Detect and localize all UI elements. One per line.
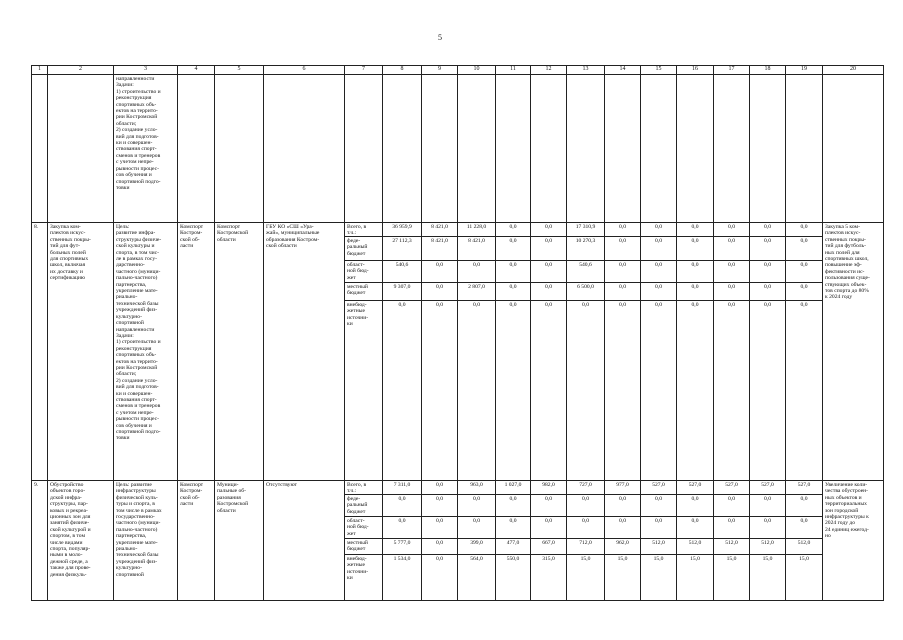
column-number: 16: [677, 66, 714, 75]
funding-value: 15,0: [799, 556, 809, 562]
column-number: 6: [264, 66, 345, 75]
funding-value: 0,0: [641, 283, 676, 301]
funding-value: 527,0: [677, 481, 713, 495]
funding-value: 399,0: [458, 539, 495, 555]
funding-value: 512,0: [677, 539, 713, 555]
funding-value: 0,0: [436, 556, 443, 562]
funding-value: 527,0: [750, 481, 785, 495]
funding-value: 0,0: [496, 237, 530, 261]
funding-value: 11 228,0: [458, 223, 495, 237]
expected-result: Увеличение коли- чества обустроен- ных объектов и территориальных зон городской инфраструктуры к 2024 году до 24 единиц ежегод- но: [823, 481, 884, 601]
funding-value: 0,0: [641, 237, 676, 261]
funding-value: 0,0: [714, 283, 749, 301]
table-row: [32, 223, 884, 481]
funding-value: 0,0: [786, 261, 822, 283]
column-number: 7: [345, 66, 383, 75]
funding-value: 9 307,0: [383, 283, 421, 301]
funding-value: 0,0: [786, 237, 822, 261]
activity-name: Обустройство объектов горо- дской инфра- структуры, пар- ковых и рекреа- ционных зон для занятий физиче- ской культурой и спортом, в том числе видами спорта, популяр- ными в моло- дежной среде, а также для прове- дения физкуль-: [48, 481, 114, 601]
funding-value: 2 807,0: [458, 283, 495, 301]
funding-value: 8 421,0: [422, 223, 457, 237]
funding-year-column: [641, 223, 677, 481]
funding-year-column: [714, 223, 750, 481]
funding-year-column: [383, 223, 422, 481]
goal-and-tasks: Цель: развитие инфра- структуры физиче- ской культуры и спорта, в том чис- ле в рамках госу- дарственно- частного (муници- пально-частного) партнерства, укрепление мате- риально- технической базы учреждений физ- культурно- спортивной направленности Задачи: 1) строительство и реконструкция спортивных объ- ектов на террито- рии Костромской области; 2) создание усло- вий для подготов- ки и совершен- ствования спорт- сменов и тренеров с учетом непре- рывности процес- сов обучения и спортивной подго- товки: [114, 223, 178, 481]
funding-value: 667,0: [531, 539, 566, 555]
funding-value: 0,0: [422, 261, 457, 283]
funding-value: 0,0: [677, 261, 713, 283]
funding-source-label: Всего, в т.ч.:: [345, 481, 382, 495]
funding-value: 15,0: [762, 556, 773, 562]
funding-year-column: [750, 223, 786, 481]
funding-value: 315,0: [542, 556, 555, 562]
column-number: 14: [605, 66, 641, 75]
responsible-executor: Комспорт Костром- ской об- ласти: [178, 481, 215, 601]
funding-value: 0,0: [605, 237, 640, 261]
expected-result: Закупка 5 ком- плектов искус- ственных покры- тий для футболь- ных полей для спортивных школ, повышение эф- фективности ис- пользования суще- ствующих объек- тов спорта до 80% к 2024 году: [823, 223, 884, 481]
column-number: 11: [496, 66, 531, 75]
co-executor: Комспорт Костромской области: [215, 223, 264, 481]
funding-year-column: [531, 223, 567, 481]
funding-value: 0,0: [496, 223, 530, 237]
funding-value: 0,0: [677, 283, 713, 301]
funding-value: 982,0: [531, 481, 566, 495]
column-number: 9: [422, 66, 458, 75]
row-number: 8.: [32, 223, 48, 481]
funding-value: 0,0: [458, 495, 495, 517]
funding-value: 10 270,3: [567, 237, 604, 261]
funding-value: 0,0: [764, 302, 771, 308]
funding-value: 0,0: [677, 237, 713, 261]
participants: ГБУ КО «СШ «Ура- жай», муниципальные образования Костром- ской области: [264, 223, 345, 481]
funding-value: 0,0: [545, 302, 552, 308]
page-number: 5: [438, 33, 442, 42]
funding-value: 8 421,0: [422, 237, 457, 261]
funding-value: 0,0: [531, 283, 566, 301]
funding-year-column: [458, 481, 496, 601]
funding-value: 15,0: [690, 556, 700, 562]
funding-value: 512,0: [714, 539, 749, 555]
funding-year-column: [605, 481, 641, 601]
funding-source-label: феде- ральный бюджет: [345, 495, 382, 517]
funding-value: 0,0: [750, 517, 785, 539]
funding-value: 0,0: [383, 517, 421, 539]
funding-value: 1 027,0: [496, 481, 530, 495]
funding-value: 36 959,9: [383, 223, 421, 237]
funding-value: 15,0: [653, 556, 664, 562]
funding-value: 0,0: [677, 517, 713, 539]
column-number: 19: [786, 66, 823, 75]
funding-value: 0,0: [531, 237, 566, 261]
funding-value: 540,6: [567, 261, 604, 283]
goal-and-tasks: Цель: развитие инфраструктуры физической куль- туры и спорта, в том числе в рамках государственно- частного (муници- пально-частного) партнерства, укрепление мате- риально- технической базы учреждений физ- культурно- спортивной: [114, 481, 178, 601]
funding-year-column: [714, 481, 750, 601]
column-number: 8: [383, 66, 422, 75]
funding-value: 512,0: [641, 539, 676, 555]
funding-year-column: [383, 481, 422, 601]
funding-value: 0,0: [605, 283, 640, 301]
funding-value: 0,0: [714, 495, 749, 517]
funding-value: 0,0: [750, 283, 785, 301]
funding-value: 15,0: [617, 556, 628, 562]
funding-year-column: [458, 223, 496, 481]
funding-value: 0,0: [422, 539, 457, 555]
funding-value: 5 777,0: [383, 539, 421, 555]
funding-value: 15,0: [726, 556, 737, 562]
funding-value: 0,0: [750, 223, 785, 237]
funding-value: 0,0: [728, 302, 735, 308]
funding-year-column: [496, 223, 531, 481]
funding-value: 0,0: [786, 283, 822, 301]
funding-year-column: [677, 223, 714, 481]
funding-value: 15,0: [580, 556, 591, 562]
column-number: 12: [531, 66, 567, 75]
funding-value: 0,0: [509, 302, 517, 308]
funding-year-column: [677, 481, 714, 601]
funding-source-labels: [345, 223, 383, 481]
funding-value: 0,0: [496, 517, 530, 539]
funding-value: 977,0: [605, 481, 640, 495]
column-number: 13: [567, 66, 605, 75]
column-number: 5: [215, 66, 264, 75]
participants: Отсутствуют: [264, 481, 345, 601]
funding-year-column: [750, 481, 786, 601]
funding-value: 0,0: [714, 517, 749, 539]
funding-value: 963,0: [458, 481, 495, 495]
funding-value: 564,0: [470, 556, 483, 562]
funding-value: 0,0: [582, 302, 589, 308]
funding-value: 0,0: [458, 261, 495, 283]
funding-value: 0,0: [496, 283, 530, 301]
column-number-row: [32, 66, 884, 75]
funding-value: 550,0: [506, 556, 520, 562]
funding-value: 0,0: [531, 495, 566, 517]
funding-value: 0,0: [714, 237, 749, 261]
funding-value: 0,0: [398, 302, 406, 308]
funding-year-column: [567, 223, 605, 481]
funding-value: 0,0: [605, 223, 640, 237]
funding-value: 0,0: [531, 261, 566, 283]
funding-value: 27 112,3: [383, 237, 421, 261]
funding-value: 712,0: [567, 539, 604, 555]
funding-value: 0,0: [786, 517, 822, 539]
column-number: 4: [178, 66, 215, 75]
funding-value: 0,0: [422, 481, 457, 495]
funding-value: 0,0: [473, 302, 480, 308]
activity-name: Закупка ком- плектов искус- ственных покры- тий для фут- больных полей для спортивных школ, включая их доставку и сертификацию: [48, 223, 114, 481]
funding-year-column: [422, 223, 458, 481]
funding-value: 0,0: [605, 261, 640, 283]
funding-value: 0,0: [605, 495, 640, 517]
funding-value: 962,0: [605, 539, 640, 555]
table-row: [32, 75, 884, 223]
funding-year-column: [786, 223, 823, 481]
funding-value: 0,0: [655, 302, 662, 308]
funding-value: 0,0: [531, 517, 566, 539]
funding-value: 0,0: [567, 517, 604, 539]
funding-value: 527,0: [641, 481, 676, 495]
column-number: 17: [714, 66, 750, 75]
funding-value: 0,0: [496, 261, 530, 283]
responsible-executor: Комспорт Костром- ской об- ласти: [178, 223, 215, 481]
funding-value: 0,0: [691, 302, 699, 308]
funding-source-labels: [345, 481, 383, 601]
funding-value: 17 310,9: [567, 223, 604, 237]
funding-value: 0,0: [750, 495, 785, 517]
funding-source-label: област- ной бюд- жет: [345, 261, 382, 283]
funding-value: 6 500,0: [567, 283, 604, 301]
funding-year-column: [531, 481, 567, 601]
funding-source-label: Всего, в т.ч.:: [345, 223, 382, 237]
column-number: 2: [48, 66, 114, 75]
funding-year-column: [605, 223, 641, 481]
funding-value: 7 311,0: [383, 481, 421, 495]
funding-value: 1 534,0: [393, 556, 411, 562]
funding-value: 477,0: [496, 539, 530, 555]
funding-value: 0,0: [641, 223, 676, 237]
column-number: 3: [114, 66, 178, 75]
funding-source-label: местный бюджет: [345, 539, 382, 555]
funding-value: 0,0: [383, 495, 421, 517]
program-activities-table: [31, 65, 884, 601]
funding-source-label: внебюд- жетные источни- ки: [347, 302, 369, 328]
funding-year-column: [496, 481, 531, 601]
funding-value: 0,0: [786, 223, 822, 237]
funding-source-label: внебюд- жетные источни- ки: [347, 556, 369, 582]
funding-value: 512,0: [750, 539, 785, 555]
funding-value: 0,0: [800, 302, 808, 308]
funding-value: 0,0: [458, 517, 495, 539]
funding-value: 0,0: [641, 495, 676, 517]
table-row: [32, 481, 884, 601]
funding-value: 0,0: [714, 223, 749, 237]
goal-text-continued: направленности Задачи: 1) строительство и реконструкция спортивных объ- ектов на террито- рии Костромской области; 2) создание усло- вий для подготов- ки и совершен- ствования спорт- сменов и тренеров с учетом непре- рывности процес- сов обучения и спортивной подго- товки: [114, 75, 178, 223]
funding-value: 0,0: [641, 261, 676, 283]
column-number: 10: [458, 66, 496, 75]
funding-source-label: област- ной бюд- жет: [345, 517, 382, 539]
row-number: 9.: [32, 481, 48, 601]
funding-value: 0,0: [422, 283, 457, 301]
co-executor: Муници- пальные об- разования Костромской области: [215, 481, 264, 601]
funding-value: 8 421,0: [458, 237, 495, 261]
funding-value: 540,6: [383, 261, 421, 283]
funding-value: 0,0: [436, 302, 443, 308]
funding-value: 0,0: [714, 261, 749, 283]
funding-value: 0,0: [750, 237, 785, 261]
funding-source-label: местный бюджет: [345, 283, 382, 301]
funding-value: 512,0: [786, 539, 822, 555]
column-number: 1: [32, 66, 48, 75]
column-number: 18: [750, 66, 786, 75]
funding-year-column: [567, 481, 605, 601]
funding-value: 0,0: [567, 495, 604, 517]
funding-value: 0,0: [750, 261, 785, 283]
funding-year-column: [422, 481, 458, 601]
funding-year-column: [641, 481, 677, 601]
column-number: 20: [823, 66, 884, 75]
funding-value: 0,0: [786, 495, 822, 517]
funding-value: 0,0: [677, 223, 713, 237]
funding-value: 0,0: [605, 517, 640, 539]
funding-value: 0,0: [677, 495, 713, 517]
funding-value: 527,0: [786, 481, 822, 495]
funding-value: 0,0: [496, 495, 530, 517]
funding-source-label: феде- ральный бюджет: [345, 237, 382, 261]
funding-value: 0,0: [641, 517, 676, 539]
column-number: 15: [641, 66, 677, 75]
funding-value: 0,0: [619, 302, 626, 308]
funding-value: 0,0: [422, 517, 457, 539]
funding-value: 527,0: [714, 481, 749, 495]
funding-year-column: [786, 481, 823, 601]
funding-value: 0,0: [531, 223, 566, 237]
funding-value: 727,0: [567, 481, 604, 495]
funding-value: 0,0: [422, 495, 457, 517]
